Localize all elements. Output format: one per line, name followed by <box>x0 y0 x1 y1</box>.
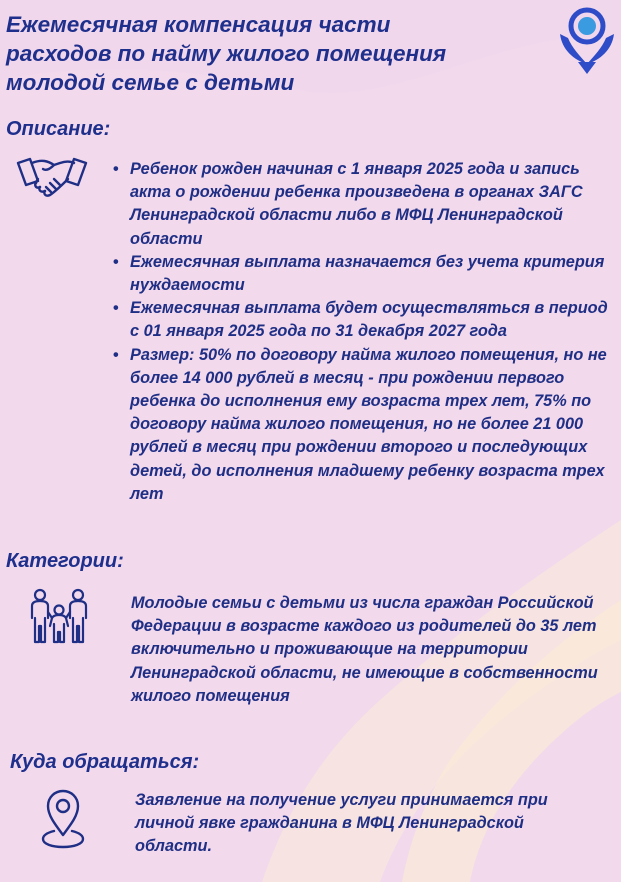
hands-holding-circle-logo <box>556 4 618 76</box>
list-item: • Ежемесячная выплата будет осуществляться в период с 01 января 2025 года по 31 декабря 2027 года <box>110 297 610 343</box>
title-line: Ежемесячная компенсация части <box>6 12 391 37</box>
title-line: расходов по найму жилого помещения <box>6 41 447 66</box>
list-item: • Размер: 50% по договору найма жилого помещения, но не более 14 000 рублей в месяц - при рождении первого ребенка до исполнения ему возраста трех лет, 75% по договору найма жилого помещения, но не более 21 000 рублей в месяц при рождении второго и последующих детей, до исполнения младшему ребенку возраста трех лет <box>110 344 610 506</box>
family-icon <box>28 588 90 646</box>
section-heading-categories: Категории: <box>6 550 124 572</box>
description-list <box>110 158 610 506</box>
where-text: Заявление на получение услуги принимается при личной явке гражданина в МФЦ Ленинградской области. <box>135 791 548 856</box>
list-item: • Ежемесячная выплата назначается без учета критерия нуждаемости <box>110 251 610 297</box>
title-line: молодой семье с детьми <box>6 70 295 95</box>
handshake-icon <box>16 155 88 201</box>
list-item: • Ребенок рожден начиная с 1 января 2025 года и запись акта о рождении ребенка произведена в органах ЗАГС Ленинградской области либо в МФЦ Ленинградской области <box>110 158 610 251</box>
section-heading-where: Куда обращаться: <box>10 751 200 773</box>
location-pin-icon <box>40 787 86 849</box>
page-title <box>6 10 546 97</box>
categories-text: Молодые семьи с детьми из числа граждан Российской Федерации в возрасте каждого из родителей до 35 лет включительно и проживающие на территории Ленинградской области, не имеющие в собственности жилого помещения <box>131 594 598 705</box>
section-heading-description: Описание: <box>6 118 111 140</box>
